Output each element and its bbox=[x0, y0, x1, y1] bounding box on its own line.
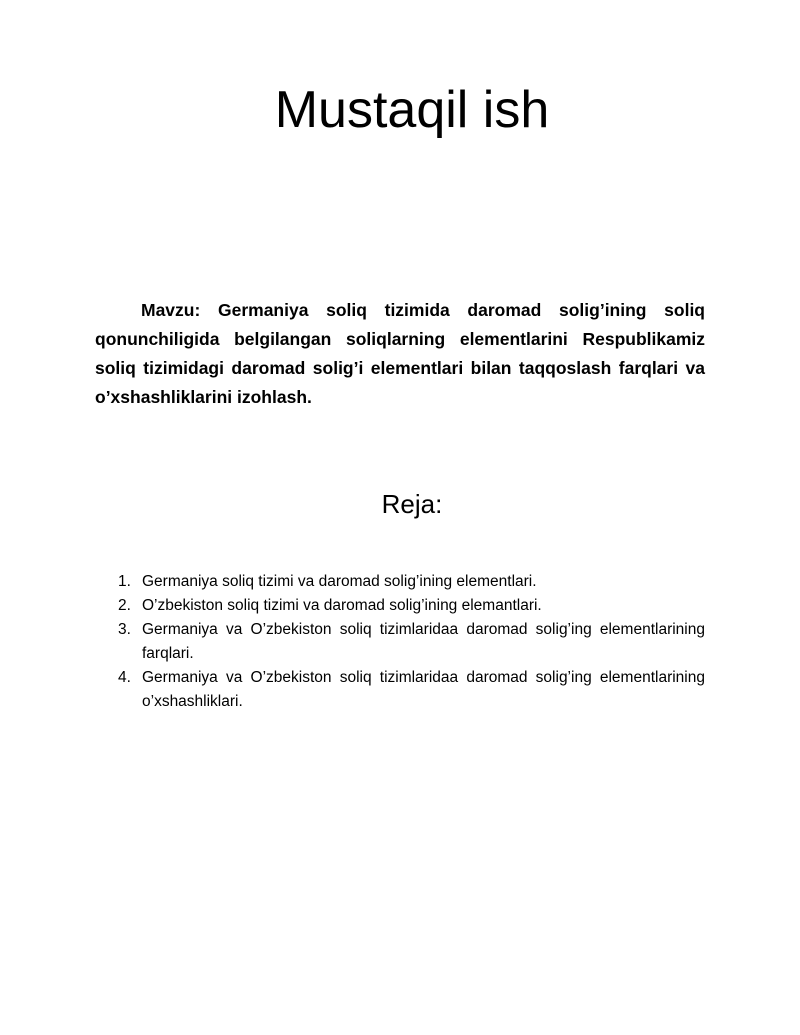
plan-item-text: Germaniya va O’zbekiston soliq tizimlaridaa daromad solig’ing elementlarining o’xshashliklari. bbox=[142, 669, 705, 710]
plan-list bbox=[118, 570, 705, 714]
plan-item-text: Germaniya va O’zbekiston soliq tizimlaridaa daromad solig’ing elementlarining farqlari. bbox=[142, 621, 705, 662]
plan-item-text: O’zbekiston soliq tizimi va daromad solig’ining elemantlari. bbox=[142, 597, 542, 614]
plan-item-number: 2. bbox=[118, 597, 131, 614]
document-title: Mustaqil ish bbox=[274, 81, 550, 139]
plan-item-4 bbox=[118, 666, 705, 714]
plan-heading: Reja: bbox=[381, 489, 443, 519]
plan-item-number: 4. bbox=[118, 669, 131, 686]
plan-item-number: 1. bbox=[118, 573, 131, 590]
plan-item-number: 3. bbox=[118, 621, 131, 638]
plan-item-1 bbox=[118, 570, 705, 594]
plan-item-text: Germaniya soliq tizimi va daromad solig’ining elementlari. bbox=[142, 573, 537, 590]
plan-item-2 bbox=[118, 594, 705, 618]
topic-paragraph: Mavzu: Germaniya soliq tizimida daromad solig’ining soliq qonunchiligida belgilangan soliqlarning elementlarini Respublikamiz soliq tizimidagi daromad solig’i elementlari bilan taqqoslash farqlari va o’xshashliklarini izohlash. bbox=[95, 300, 705, 407]
plan-item-3 bbox=[118, 618, 705, 666]
